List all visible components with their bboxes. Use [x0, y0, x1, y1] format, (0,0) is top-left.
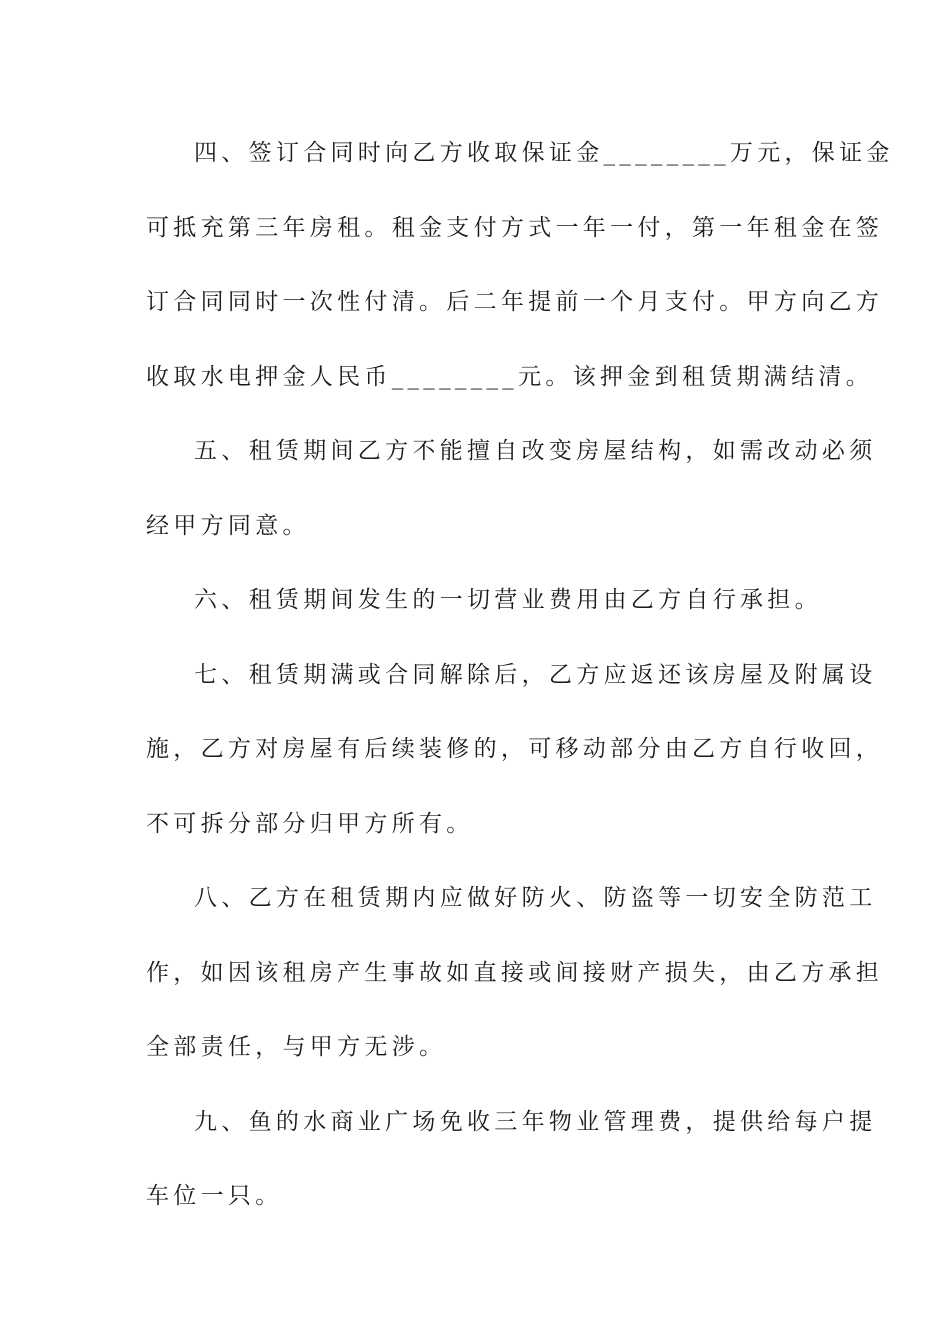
clause-6-paragraph	[146, 563, 822, 638]
text-line: 六、租赁期间发生的一切营业费用由乙方自行承担。	[194, 587, 822, 613]
text-line: 车位一只。	[146, 1183, 283, 1209]
text-line: 九、鱼的水商业广场免收三年物业管理费，提供给每户提	[194, 1108, 877, 1135]
text-line: 作，如因该租房产生事故如直接或间接财产损失，由乙方承担	[146, 959, 884, 986]
text-line: 收取水电押金人民币________元。该押金到租赁期满结清。	[146, 363, 873, 390]
clause-7-paragraph	[146, 638, 884, 862]
text-line: 经甲方同意。	[146, 512, 310, 539]
text-line: 四、签订合同时向乙方收取保证金________万元，保证金	[194, 140, 894, 166]
clause-4-paragraph	[146, 116, 894, 414]
clause-9-paragraph	[146, 1085, 877, 1234]
text-line: 全部责任，与甲方无涉。	[146, 1034, 447, 1060]
text-line: 八、乙方在租赁期内应做好防火、防盗等一切安全防范工	[194, 885, 877, 911]
clause-5-paragraph	[146, 414, 877, 563]
text-line: 七、租赁期满或合同解除后，乙方应返还该房屋及附属设	[194, 661, 877, 688]
clause-8-paragraph	[146, 861, 884, 1085]
text-line: 订合同同时一次性付清。后二年提前一个月支付。甲方向乙方	[146, 289, 884, 315]
text-line: 施，乙方对房屋有后续装修的，可移动部分由乙方自行收回，	[146, 736, 884, 762]
text-line: 不可拆分部分归甲方所有。	[146, 810, 474, 837]
document-page	[146, 116, 894, 1234]
text-line: 五、租赁期间乙方不能擅自改变房屋结构，如需改动必须	[194, 438, 877, 464]
text-line: 可抵充第三年房租。租金支付方式一年一付，第一年租金在签	[146, 214, 884, 241]
